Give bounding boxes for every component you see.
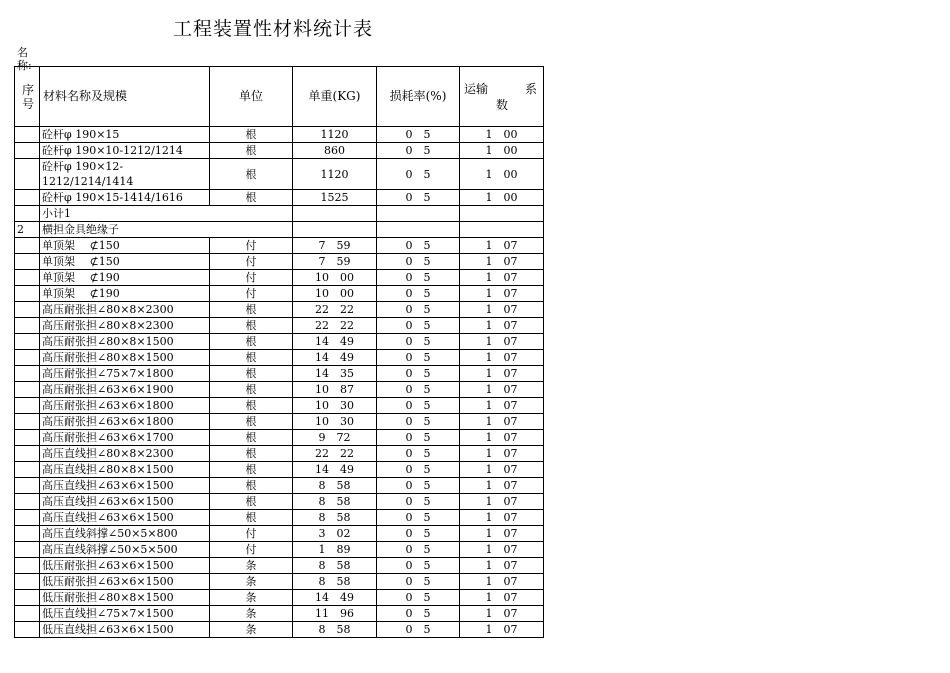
- weight-cell: 14 49: [293, 462, 377, 478]
- row-index: [15, 350, 40, 366]
- weight-cell: 8 58: [293, 558, 377, 574]
- table-row: [15, 606, 544, 622]
- material-name: 低压直线担∠75×7×1500: [40, 606, 210, 622]
- material-name: 高压直线斜撑∠50×5×500: [40, 542, 210, 558]
- unit-cell: 根: [210, 510, 293, 526]
- coefficient-cell: 1 00: [460, 143, 544, 159]
- weight-cell: 9 72: [293, 430, 377, 446]
- coefficient-cell: 1 07: [460, 590, 544, 606]
- weight-cell: 8 58: [293, 478, 377, 494]
- loss-cell: 0 5: [377, 302, 460, 318]
- row-index: [15, 382, 40, 398]
- unit-cell: 根: [210, 398, 293, 414]
- material-name: 高压耐张担∠80×8×2300: [40, 318, 210, 334]
- row-index: [15, 542, 40, 558]
- loss-cell: 0 5: [377, 414, 460, 430]
- row-index: [15, 334, 40, 350]
- coefficient-cell: 1 00: [460, 159, 544, 190]
- coefficient-cell: 1 07: [460, 318, 544, 334]
- weight-cell: 1120: [293, 159, 377, 190]
- material-name: 低压耐张担∠80×8×1500: [40, 590, 210, 606]
- weight-cell: 1120: [293, 127, 377, 143]
- loss-cell: 0 5: [377, 494, 460, 510]
- loss-cell: 0 5: [377, 159, 460, 190]
- material-name: 高压耐张担∠63×6×1800: [40, 414, 210, 430]
- weight-cell: 10 30: [293, 414, 377, 430]
- weight-cell: 8 58: [293, 510, 377, 526]
- row-index: [15, 590, 40, 606]
- row-index: [15, 270, 40, 286]
- material-name: 高压耐张担∠63×6×1800: [40, 398, 210, 414]
- loss-cell: 0 5: [377, 270, 460, 286]
- material-name: 砼杆φ 190×10-1212/1214: [40, 143, 210, 159]
- weight-cell: 860: [293, 143, 377, 159]
- weight-cell: [293, 222, 377, 238]
- weight-cell: 8 58: [293, 574, 377, 590]
- unit-cell: 付: [210, 542, 293, 558]
- materials-table: [14, 66, 544, 638]
- material-name: 低压直线担∠63×6×1500: [40, 622, 210, 638]
- unit-cell: 付: [210, 286, 293, 302]
- unit-cell: 根: [210, 382, 293, 398]
- unit-cell: 条: [210, 574, 293, 590]
- header-row: [15, 67, 544, 127]
- weight-cell: 1 89: [293, 542, 377, 558]
- row-index: [15, 510, 40, 526]
- table-row: [15, 430, 544, 446]
- loss-cell: 0 5: [377, 462, 460, 478]
- unit-cell: 根: [210, 143, 293, 159]
- loss-cell: 0 5: [377, 127, 460, 143]
- weight-cell: 3 02: [293, 526, 377, 542]
- material-name: 高压直线斜撑∠50×5×800: [40, 526, 210, 542]
- table-row: [15, 206, 544, 222]
- header-index: 序号: [15, 67, 40, 127]
- row-index: [15, 143, 40, 159]
- row-index: [15, 238, 40, 254]
- loss-cell: 0 5: [377, 382, 460, 398]
- table-row: [15, 318, 544, 334]
- loss-cell: 0 5: [377, 143, 460, 159]
- material-name: 横担金具绝缘子: [40, 222, 293, 238]
- weight-cell: 14 49: [293, 590, 377, 606]
- loss-cell: 0 5: [377, 398, 460, 414]
- table-row: [15, 238, 544, 254]
- loss-cell: 0 5: [377, 558, 460, 574]
- row-index: [15, 159, 40, 190]
- table-row: [15, 127, 544, 143]
- header-coefficient: [460, 67, 544, 127]
- loss-cell: [377, 206, 460, 222]
- material-name: 砼杆φ 190×12-1212/1214/1414: [40, 159, 210, 190]
- header-name: 材料名称及规模: [40, 67, 210, 127]
- row-index: [15, 494, 40, 510]
- page-title: 工程装置性材料统计表: [173, 18, 374, 40]
- unit-cell: 付: [210, 526, 293, 542]
- row-index: [15, 462, 40, 478]
- unit-cell: 条: [210, 558, 293, 574]
- row-index: [15, 526, 40, 542]
- table-row: [15, 350, 544, 366]
- table-row: [15, 190, 544, 206]
- material-name: 单顶架 ⊄190: [40, 270, 210, 286]
- unit-cell: 条: [210, 622, 293, 638]
- coefficient-cell: 1 07: [460, 462, 544, 478]
- material-name: 高压直线担∠63×6×1500: [40, 478, 210, 494]
- loss-cell: 0 5: [377, 238, 460, 254]
- unit-cell: 根: [210, 334, 293, 350]
- unit-cell: 付: [210, 254, 293, 270]
- header-loss: 损耗率(%): [377, 67, 460, 127]
- unit-cell: 付: [210, 270, 293, 286]
- row-index: [15, 558, 40, 574]
- weight-cell: 7 59: [293, 238, 377, 254]
- weight-cell: 1525: [293, 190, 377, 206]
- material-name: 高压耐张担∠80×8×2300: [40, 302, 210, 318]
- material-name: 低压耐张担∠63×6×1500: [40, 574, 210, 590]
- row-index: [15, 206, 40, 222]
- loss-cell: 0 5: [377, 446, 460, 462]
- header-coef-part-a: 运输: [464, 82, 489, 96]
- coefficient-cell: 1 07: [460, 350, 544, 366]
- row-index: [15, 254, 40, 270]
- coefficient-cell: 1 07: [460, 382, 544, 398]
- loss-cell: 0 5: [377, 590, 460, 606]
- table-row: [15, 462, 544, 478]
- header-unit: 单位: [210, 67, 293, 127]
- table-row: [15, 159, 544, 190]
- material-name: 单顶架 ⊄150: [40, 238, 210, 254]
- unit-cell: 条: [210, 590, 293, 606]
- table-row: [15, 510, 544, 526]
- row-index: [15, 398, 40, 414]
- loss-cell: 0 5: [377, 478, 460, 494]
- material-name: 高压耐张担∠80×8×1500: [40, 350, 210, 366]
- loss-cell: [377, 222, 460, 238]
- material-name: 单顶架 ⊄190: [40, 286, 210, 302]
- table-row: [15, 398, 544, 414]
- table-row: [15, 558, 544, 574]
- weight-cell: 14 49: [293, 350, 377, 366]
- loss-cell: 0 5: [377, 286, 460, 302]
- unit-cell: 根: [210, 494, 293, 510]
- weight-cell: 8 58: [293, 622, 377, 638]
- coefficient-cell: 1 07: [460, 302, 544, 318]
- weight-cell: 10 00: [293, 286, 377, 302]
- material-name: 高压耐张担∠75×7×1800: [40, 366, 210, 382]
- table-row: [15, 622, 544, 638]
- side-label: 名称:: [17, 46, 32, 72]
- table-row: [15, 366, 544, 382]
- header-weight: 单重(KG): [293, 67, 377, 127]
- unit-cell: 根: [210, 478, 293, 494]
- weight-cell: 14 49: [293, 334, 377, 350]
- table-row: [15, 382, 544, 398]
- loss-cell: 0 5: [377, 366, 460, 382]
- table-row: [15, 254, 544, 270]
- coefficient-cell: 1 07: [460, 478, 544, 494]
- row-index: 2: [15, 222, 40, 238]
- loss-cell: 0 5: [377, 622, 460, 638]
- material-name: 低压耐张担∠63×6×1500: [40, 558, 210, 574]
- table-row: [15, 446, 544, 462]
- row-index: [15, 574, 40, 590]
- unit-cell: 根: [210, 318, 293, 334]
- row-index: [15, 190, 40, 206]
- table-row: [15, 542, 544, 558]
- coefficient-cell: 1 07: [460, 510, 544, 526]
- material-name: 高压直线担∠80×8×1500: [40, 462, 210, 478]
- coefficient-cell: 1 07: [460, 270, 544, 286]
- material-name: 砼杆φ 190×15-1414/1616: [40, 190, 210, 206]
- table-row: [15, 286, 544, 302]
- header-coef-part-c: 数: [496, 98, 509, 112]
- loss-cell: 0 5: [377, 318, 460, 334]
- row-index: [15, 286, 40, 302]
- weight-cell: 8 58: [293, 494, 377, 510]
- unit-cell: 条: [210, 606, 293, 622]
- table-row: [15, 478, 544, 494]
- row-index: [15, 302, 40, 318]
- weight-cell: 10 30: [293, 398, 377, 414]
- material-name: 单顶架 ⊄150: [40, 254, 210, 270]
- weight-cell: 10 87: [293, 382, 377, 398]
- loss-cell: 0 5: [377, 334, 460, 350]
- unit-cell: 根: [210, 159, 293, 190]
- coefficient-cell: 1 07: [460, 430, 544, 446]
- loss-cell: 0 5: [377, 606, 460, 622]
- coefficient-cell: 1 07: [460, 574, 544, 590]
- unit-cell: 根: [210, 430, 293, 446]
- loss-cell: 0 5: [377, 350, 460, 366]
- coefficient-cell: 1 07: [460, 446, 544, 462]
- table-row: [15, 334, 544, 350]
- material-name: 高压直线担∠63×6×1500: [40, 510, 210, 526]
- table-row: [15, 590, 544, 606]
- table-row: [15, 143, 544, 159]
- material-name: 高压直线担∠63×6×1500: [40, 494, 210, 510]
- loss-cell: 0 5: [377, 526, 460, 542]
- weight-cell: 10 00: [293, 270, 377, 286]
- coefficient-cell: 1 07: [460, 542, 544, 558]
- table-row: [15, 414, 544, 430]
- unit-cell: 根: [210, 302, 293, 318]
- coefficient-cell: 1 07: [460, 334, 544, 350]
- unit-cell: 根: [210, 350, 293, 366]
- table-row: [15, 574, 544, 590]
- unit-cell: 根: [210, 127, 293, 143]
- coefficient-cell: 1 07: [460, 366, 544, 382]
- coefficient-cell: 1 00: [460, 127, 544, 143]
- unit-cell: 根: [210, 366, 293, 382]
- row-index: [15, 127, 40, 143]
- table-row: [15, 494, 544, 510]
- coefficient-cell: 1 07: [460, 558, 544, 574]
- weight-cell: [293, 206, 377, 222]
- loss-cell: 0 5: [377, 254, 460, 270]
- coefficient-cell: [460, 206, 544, 222]
- coefficient-cell: 1 00: [460, 190, 544, 206]
- row-index: [15, 622, 40, 638]
- coefficient-cell: [460, 222, 544, 238]
- table-row: [15, 526, 544, 542]
- loss-cell: 0 5: [377, 430, 460, 446]
- coefficient-cell: 1 07: [460, 254, 544, 270]
- loss-cell: 0 5: [377, 542, 460, 558]
- weight-cell: 22 22: [293, 302, 377, 318]
- row-index: [15, 446, 40, 462]
- material-name: 高压直线担∠80×8×2300: [40, 446, 210, 462]
- row-index: [15, 606, 40, 622]
- coefficient-cell: 1 07: [460, 286, 544, 302]
- coefficient-cell: 1 07: [460, 494, 544, 510]
- weight-cell: 22 22: [293, 318, 377, 334]
- header-coef-part-b: 系: [524, 82, 537, 96]
- table-row: [15, 302, 544, 318]
- unit-cell: 根: [210, 414, 293, 430]
- row-index: [15, 430, 40, 446]
- row-index: [15, 414, 40, 430]
- unit-cell: 根: [210, 190, 293, 206]
- weight-cell: 7 59: [293, 254, 377, 270]
- loss-cell: 0 5: [377, 574, 460, 590]
- weight-cell: 22 22: [293, 446, 377, 462]
- material-name: 砼杆φ 190×15: [40, 127, 210, 143]
- material-name: 小计1: [40, 206, 293, 222]
- weight-cell: 11 96: [293, 606, 377, 622]
- loss-cell: 0 5: [377, 510, 460, 526]
- material-name: 高压耐张担∠63×6×1900: [40, 382, 210, 398]
- table-row: [15, 270, 544, 286]
- row-index: [15, 318, 40, 334]
- unit-cell: 根: [210, 446, 293, 462]
- unit-cell: 根: [210, 462, 293, 478]
- unit-cell: 付: [210, 238, 293, 254]
- coefficient-cell: 1 07: [460, 606, 544, 622]
- coefficient-cell: 1 07: [460, 414, 544, 430]
- row-index: [15, 478, 40, 494]
- row-index: [15, 366, 40, 382]
- coefficient-cell: 1 07: [460, 238, 544, 254]
- coefficient-cell: 1 07: [460, 622, 544, 638]
- loss-cell: 0 5: [377, 190, 460, 206]
- coefficient-cell: 1 07: [460, 398, 544, 414]
- table-row: [15, 222, 544, 238]
- coefficient-cell: 1 07: [460, 526, 544, 542]
- material-name: 高压耐张担∠80×8×1500: [40, 334, 210, 350]
- material-name: 高压耐张担∠63×6×1700: [40, 430, 210, 446]
- weight-cell: 14 35: [293, 366, 377, 382]
